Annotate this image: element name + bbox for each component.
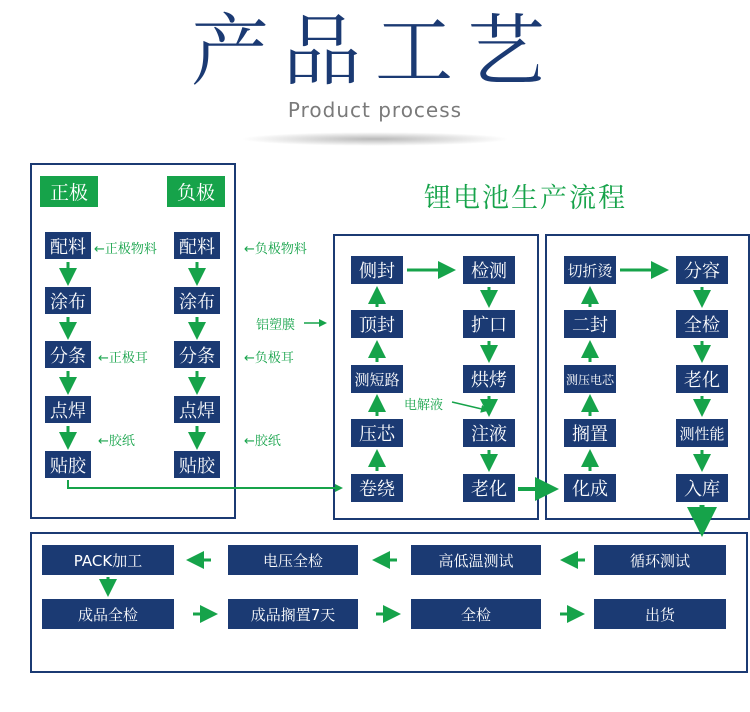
- diagram-title: 锂电池生产流程: [424, 183, 627, 214]
- negative-step-batching: 配料: [174, 232, 220, 259]
- label-negative-material: ←负极物料: [244, 242, 307, 257]
- arrow-to-winding: [68, 480, 340, 488]
- step-voltage-full-check: 电压全检: [228, 545, 358, 575]
- step-inspection: 检测: [463, 256, 515, 284]
- label-tape-right: ←胶纸: [244, 434, 281, 449]
- label-aluminum-film: 铝塑膜: [256, 318, 296, 333]
- step-warehousing: 入库: [676, 474, 728, 502]
- label-positive-tab: ←正极耳: [98, 351, 148, 366]
- negative-step-coating: 涂布: [174, 287, 220, 314]
- step-formation: 化成: [564, 474, 616, 502]
- step-rest: 搁置: [564, 419, 616, 447]
- positive-step-batching: 配料: [45, 232, 91, 259]
- step-voltage-test-cell: 测压电芯: [564, 365, 616, 393]
- step-temperature-test: 高低温测试: [411, 545, 541, 575]
- negative-step-slitting: 分条: [174, 341, 220, 368]
- positive-step-slitting: 分条: [45, 341, 91, 368]
- step-cycle-test: 循环测试: [594, 545, 726, 575]
- step-winding: 卷绕: [351, 474, 403, 502]
- step-aging-2: 老化: [676, 365, 728, 393]
- step-short-circuit-test: 测短路: [351, 365, 403, 393]
- step-product-full-check: 成品全检: [42, 599, 174, 629]
- step-top-seal: 顶封: [351, 310, 403, 338]
- positive-step-taping: 贴胶: [45, 451, 91, 478]
- step-aging-1: 老化: [463, 474, 515, 502]
- positive-electrode-label: 正极: [40, 176, 98, 207]
- step-second-seal: 二封: [564, 310, 616, 338]
- step-final-check: 全检: [411, 599, 541, 629]
- label-negative-tab: ←负极耳: [244, 351, 294, 366]
- step-expand: 扩口: [463, 310, 515, 338]
- label-positive-material: ←正极物料: [94, 242, 157, 257]
- step-shipment: 出货: [594, 599, 726, 629]
- page-title: 产品工艺: [190, 7, 559, 97]
- step-grading: 分容: [676, 256, 728, 284]
- positive-step-coating: 涂布: [45, 287, 91, 314]
- arrow-electrolyte: [452, 402, 486, 410]
- step-side-seal: 侧封: [351, 256, 403, 284]
- step-product-rest-7days: 成品搁置7天: [228, 599, 358, 629]
- negative-electrode-label: 负极: [167, 176, 225, 207]
- label-electrolyte: 电解液: [404, 398, 444, 413]
- label-tape-left: ←胶纸: [98, 434, 135, 449]
- page-subtitle: Product process: [287, 98, 463, 122]
- step-full-inspection: 全检: [676, 310, 728, 338]
- positive-step-welding: 点焊: [45, 396, 91, 423]
- step-baking: 烘烤: [463, 365, 515, 393]
- step-performance-test: 测性能: [676, 419, 728, 447]
- step-core-press: 压芯: [351, 419, 403, 447]
- step-injection: 注液: [463, 419, 515, 447]
- negative-step-taping: 贴胶: [174, 451, 220, 478]
- negative-step-welding: 点焊: [174, 396, 220, 423]
- step-cut-fold-iron: 切折烫: [564, 256, 616, 284]
- step-pack-processing: PACK加工: [42, 545, 174, 575]
